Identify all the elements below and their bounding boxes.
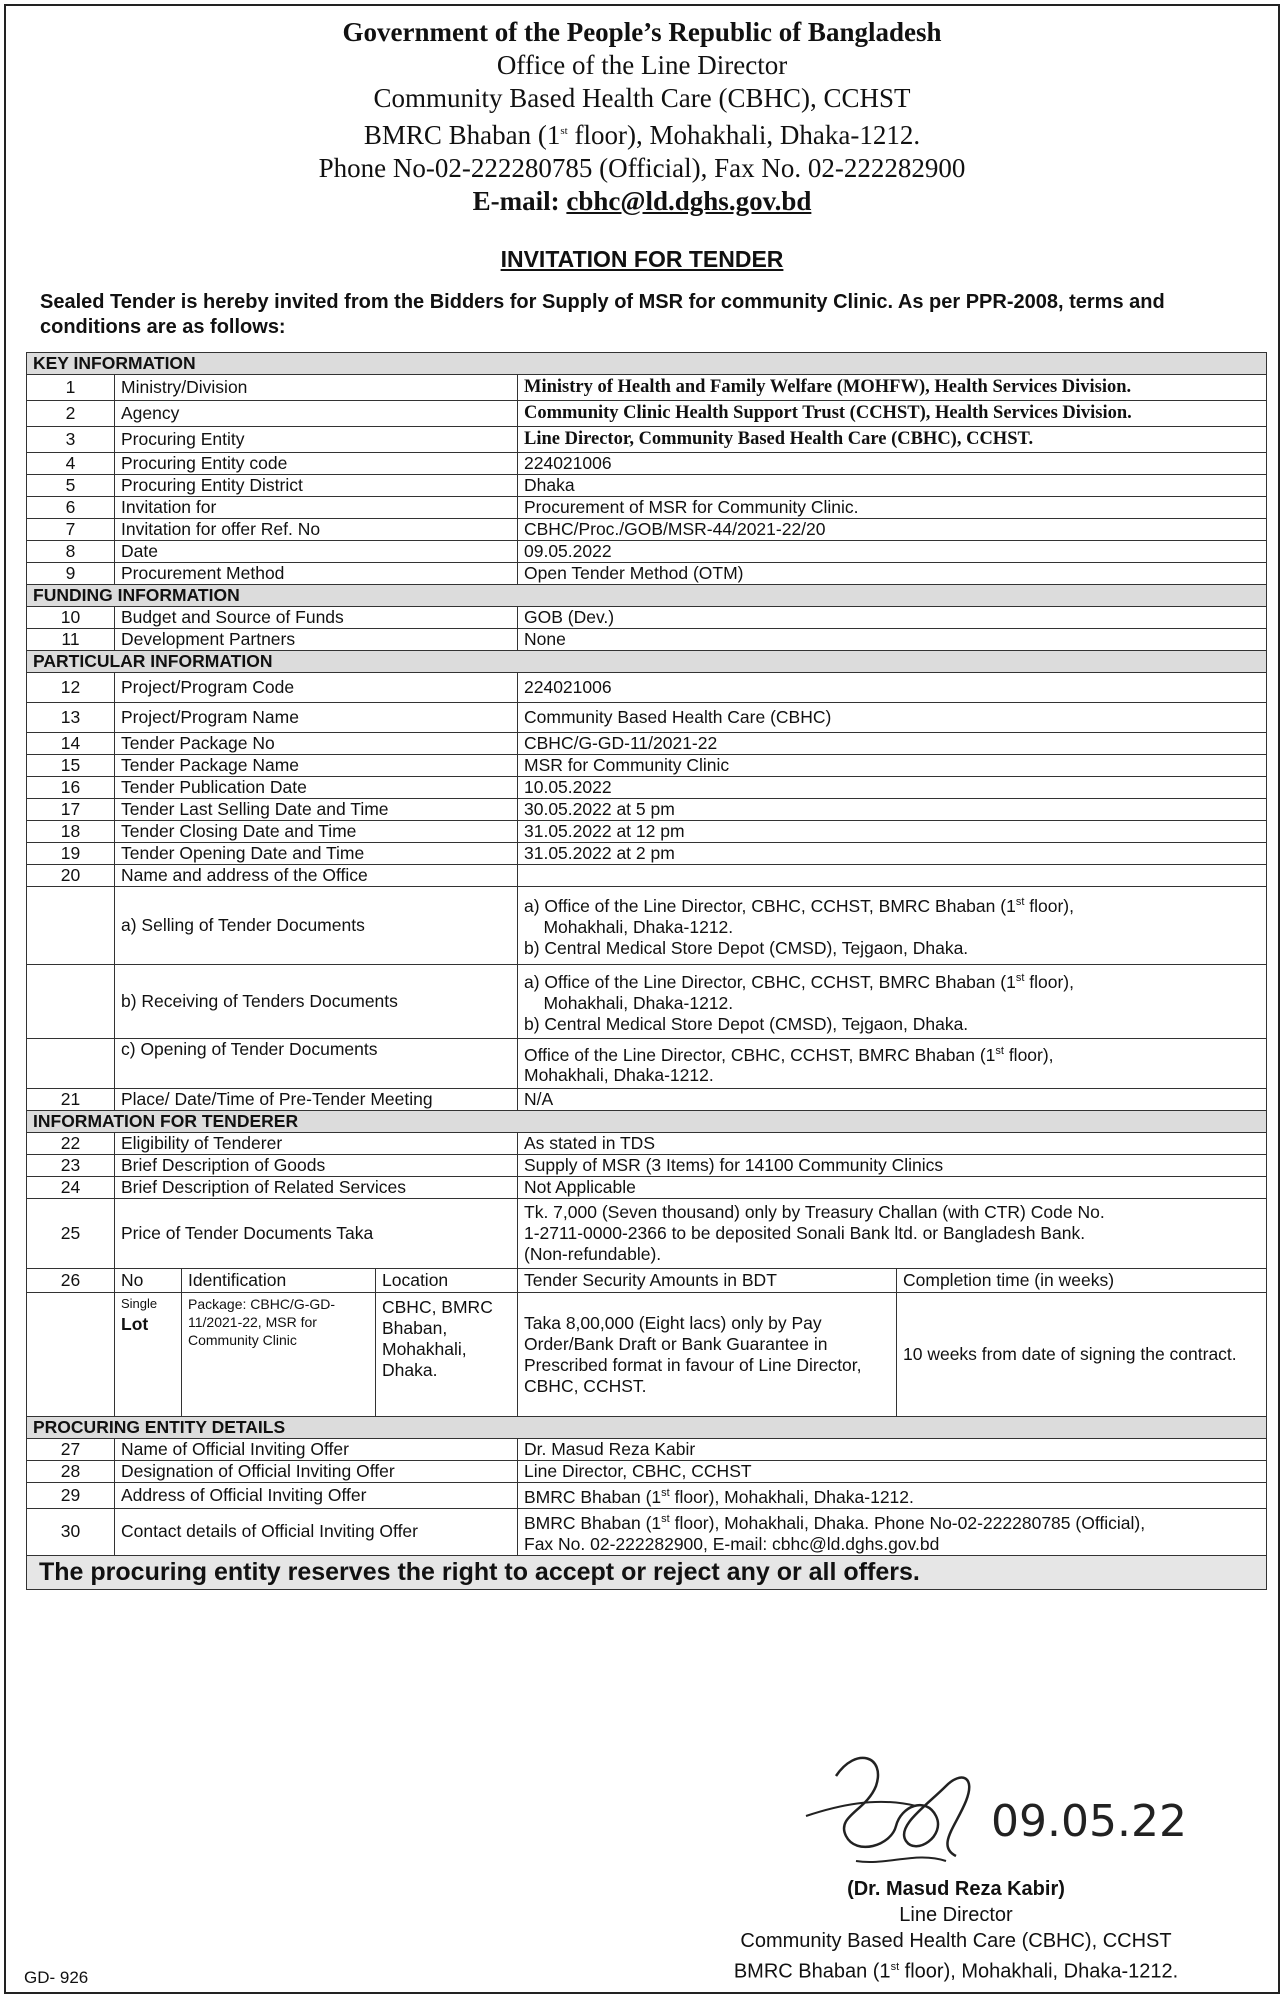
signature-date: 09.05.22 — [991, 1796, 1187, 1847]
row-label: Tender Opening Date and Time — [115, 843, 518, 865]
row-number: 24 — [27, 1177, 115, 1199]
row-number: 10 — [27, 607, 115, 629]
row-value: Ministry of Health and Family Welfare (MOHFW), Health Services Division. — [518, 375, 1267, 401]
row-number: 2 — [27, 401, 115, 427]
table-row — [27, 497, 1267, 519]
table-row — [27, 1133, 1267, 1155]
row-label: Price of Tender Documents Taka — [115, 1199, 518, 1269]
table-row: 29 Address of Official Inviting Offer BMRC Bhaban (1st floor), Mohakhali, Dhaka-1212. — [27, 1483, 1267, 1509]
reserve-note: The procuring entity reserves the right to accept or reject any or all offers. — [27, 1555, 1267, 1589]
document-code: GD- 926 — [24, 1968, 89, 1987]
row-number: 21 — [27, 1089, 115, 1111]
row-number: 11 — [27, 629, 115, 651]
page-title: INVITATION FOR TENDER — [500, 246, 784, 272]
table-row — [27, 843, 1267, 865]
row-number: 8 — [27, 541, 115, 563]
table-row: 25 Price of Tender Documents Taka Tk. 7,000 (Seven thousand) only by Treasury Challan (with CTR) Code No. 1-2711-0000-2366 to be deposited Sonali Bank ltd. or Bangladesh Bank. (Non-refundable). — [27, 1199, 1267, 1269]
table-row — [27, 607, 1267, 629]
row-value: Dr. Masud Reza Kabir — [518, 1439, 1267, 1461]
row-label: Tender Package No — [115, 733, 518, 755]
table-row — [27, 541, 1267, 563]
row-value: 224021006 — [518, 673, 1267, 703]
row-value: MSR for Community Clinic — [518, 755, 1267, 777]
tender-table — [26, 352, 1267, 1590]
row-number: 13 — [27, 703, 115, 733]
row-number: 23 — [27, 1155, 115, 1177]
row-label: Procurement Method — [115, 563, 518, 585]
row-number: 1 — [27, 375, 115, 401]
table-row — [27, 887, 1267, 965]
row-label: Designation of Official Inviting Offer — [115, 1461, 518, 1483]
row-label: Tender Last Selling Date and Time — [115, 799, 518, 821]
table-row — [27, 427, 1267, 453]
intro-text: Sealed Tender is hereby invited from the Bidders for Supply of MSR for community Clinic. As per PPR-2008, terms and conditions are as follows: — [40, 291, 1165, 338]
row-number: 27 — [27, 1439, 115, 1461]
section-tenderer: INFORMATION FOR TENDERER — [27, 1111, 1267, 1133]
row-label: Project/Program Name — [115, 703, 518, 733]
table-row — [27, 703, 1267, 733]
row-value: As stated in TDS — [518, 1133, 1267, 1155]
row-value: Line Director, Community Based Health Care (CBHC), CCHST. — [518, 427, 1267, 453]
row-number: 18 — [27, 821, 115, 843]
row-number: 3 — [27, 427, 115, 453]
opening-label: c) Opening of Tender Documents — [115, 1039, 518, 1089]
row-number: 15 — [27, 755, 115, 777]
signature-image — [796, 1716, 1256, 1876]
row-label: Procuring Entity code — [115, 453, 518, 475]
row-label: Date — [115, 541, 518, 563]
table-row — [27, 453, 1267, 475]
table-row — [27, 563, 1267, 585]
row-label: Agency — [115, 401, 518, 427]
row-label: Tender Publication Date — [115, 777, 518, 799]
row-label: Development Partners — [115, 629, 518, 651]
row-label: Brief Description of Goods — [115, 1155, 518, 1177]
section-funding: FUNDING INFORMATION — [27, 585, 1267, 607]
table-row — [27, 1155, 1267, 1177]
receiving-value: a) Office of the Line Director, CBHC, CCHST, BMRC Bhaban (1st floor), Mohakhali, Dhaka-1212. b) Central Medical Store Depot (CMSD), Tejgaon, Dhaka. — [518, 965, 1267, 1039]
row-number: 17 — [27, 799, 115, 821]
selling-label: a) Selling of Tender Documents — [115, 887, 518, 965]
table-row — [27, 629, 1267, 651]
table-row — [27, 755, 1267, 777]
row-value: GOB (Dev.) — [518, 607, 1267, 629]
letterhead — [6, 16, 1278, 218]
table-row — [27, 1177, 1267, 1199]
row-value: CBHC/Proc./GOB/MSR-44/2021-22/20 — [518, 519, 1267, 541]
row-value: 31.05.2022 at 2 pm — [518, 843, 1267, 865]
office-address: BMRC Bhaban (1st floor), Mohakhali, Dhaka-1212. — [363, 120, 921, 150]
row-value: Dhaka — [518, 475, 1267, 497]
row-number: 19 — [27, 843, 115, 865]
row-value: 30.05.2022 at 5 pm — [518, 799, 1267, 821]
row-value: Tk. 7,000 (Seven thousand) only by Treasury Challan (with CTR) Code No. 1-2711-0000-2366 to be deposited Sonali Bank ltd. or Bangladesh Bank. (Non-refundable). — [518, 1199, 1267, 1269]
row-number: 7 — [27, 519, 115, 541]
row-label: Invitation for offer Ref. No — [115, 519, 518, 541]
completion-time: 10 weeks from date of signing the contract. — [897, 1293, 1267, 1417]
row-value: Procurement of MSR for Community Clinic. — [518, 497, 1267, 519]
table-row — [27, 375, 1267, 401]
row-label: Name and address of the Office — [115, 865, 518, 887]
table-row: 30 Contact details of Official Inviting Offer BMRC Bhaban (1st floor), Mohakhali, Dhaka. Phone No-02-222280785 (Official), Fax No. 02-222282900, E-mail: cbhc@ld.dghs.gov.bd — [27, 1509, 1267, 1556]
signatory-name: (Dr. Masud Reza Kabir) — [847, 1878, 1065, 1900]
government-name: Government of the People’s Republic of Bangladesh — [342, 17, 942, 47]
table-row — [27, 1461, 1267, 1483]
row-value: Not Applicable — [518, 1177, 1267, 1199]
table-row — [27, 401, 1267, 427]
table-row — [27, 965, 1267, 1039]
table-row: Single Lot Package: CBHC/G-GD-11/2021-22, MSR for Community Clinic CBHC, BMRC Bhaban, Mohakhali, Dhaka. Taka 8,00,000 (Eight lacs) only by Pay Order/Bank Draft or Bank Guarantee in Prescribed format in favour of Line Director, CBHC, CCHST. 10 weeks from date of signing the contract. — [27, 1293, 1267, 1417]
package-identification: Package: CBHC/G-GD-11/2021-22, MSR for Community Clinic — [182, 1293, 376, 1417]
signatory-designation: Line Director — [899, 1904, 1013, 1926]
row-label: Eligibility of Tenderer — [115, 1133, 518, 1155]
row-value: CBHC/G-GD-11/2021-22 — [518, 733, 1267, 755]
table-row — [27, 519, 1267, 541]
document-page — [4, 4, 1280, 1994]
row-value — [518, 865, 1267, 887]
row-value: Line Director, CBHC, CCHST — [518, 1461, 1267, 1483]
row-number: 4 — [27, 453, 115, 475]
row-label: Tender Closing Date and Time — [115, 821, 518, 843]
signature-block — [646, 1876, 1266, 1985]
email-link[interactable]: cbhc@ld.dghs.gov.bd — [566, 186, 812, 216]
row-value: 31.05.2022 at 12 pm — [518, 821, 1267, 843]
table-row — [27, 475, 1267, 497]
row-number: 14 — [27, 733, 115, 755]
table-row: 26 No Identification Location Tender Security Amounts in BDT Completion time (in weeks) — [27, 1269, 1267, 1293]
row-number: 12 — [27, 673, 115, 703]
row-number: 6 — [27, 497, 115, 519]
tender-security: Taka 8,00,000 (Eight lacs) only by Pay Order/Bank Draft or Bank Guarantee in Prescribed format in favour of Line Director, CBHC, CCHST. — [518, 1293, 897, 1417]
row-label: Invitation for — [115, 497, 518, 519]
table-row — [27, 1439, 1267, 1461]
row-label: Project/Program Code — [115, 673, 518, 703]
row-number: 28 — [27, 1461, 115, 1483]
table-row — [27, 777, 1267, 799]
program-name: Community Based Health Care (CBHC), CCHST — [373, 83, 911, 113]
signatory-org: Community Based Health Care (CBHC), CCHST — [740, 1930, 1172, 1952]
office-name: Office of the Line Director — [496, 50, 788, 80]
section-procuring: PROCURING ENTITY DETAILS — [27, 1417, 1267, 1439]
row-number: 20 — [27, 865, 115, 887]
row-label: Procuring Entity — [115, 427, 518, 453]
row-number: 16 — [27, 777, 115, 799]
table-row — [27, 821, 1267, 843]
row-label: Brief Description of Related Services — [115, 1177, 518, 1199]
row-label: Budget and Source of Funds — [115, 607, 518, 629]
package-location: CBHC, BMRC Bhaban, Mohakhali, Dhaka. — [376, 1293, 518, 1417]
table-row — [27, 733, 1267, 755]
receiving-label: b) Receiving of Tenders Documents — [115, 965, 518, 1039]
row-value: Supply of MSR (3 Items) for 14100 Community Clinics — [518, 1155, 1267, 1177]
table-row — [27, 673, 1267, 703]
row-value: 10.05.2022 — [518, 777, 1267, 799]
row-value: BMRC Bhaban (1st floor), Mohakhali, Dhaka-1212. — [518, 1483, 1267, 1509]
row-value: BMRC Bhaban (1st floor), Mohakhali, Dhaka. Phone No-02-222280785 (Official), Fax No. 02-222282900, E-mail: cbhc@ld.dghs.gov.bd — [518, 1509, 1267, 1556]
row-value: 09.05.2022 — [518, 541, 1267, 563]
row-number: 22 — [27, 1133, 115, 1155]
row-value: Community Clinic Health Support Trust (CCHST), Health Services Division. — [518, 401, 1267, 427]
row-number: 5 — [27, 475, 115, 497]
row-label: Tender Package Name — [115, 755, 518, 777]
row-value: Open Tender Method (OTM) — [518, 563, 1267, 585]
row-label: Place/ Date/Time of Pre-Tender Meeting — [115, 1089, 518, 1111]
row-label: Name of Official Inviting Offer — [115, 1439, 518, 1461]
row-label: Ministry/Division — [115, 375, 518, 401]
row-value: 224021006 — [518, 453, 1267, 475]
section-key-information: KEY INFORMATION — [27, 353, 1267, 375]
row-value: N/A — [518, 1089, 1267, 1111]
row-value: None — [518, 629, 1267, 651]
selling-value: a) Office of the Line Director, CBHC, CCHST, BMRC Bhaban (1st floor), Mohakhali, Dhaka-1212. b) Central Medical Store Depot (CMSD), Tejgaon, Dhaka. — [518, 887, 1267, 965]
row-value: Community Based Health Care (CBHC) — [518, 703, 1267, 733]
opening-value: Office of the Line Director, CBHC, CCHST, BMRC Bhaban (1st floor), Mohakhali, Dhaka-1212. — [518, 1039, 1267, 1089]
table-row — [27, 799, 1267, 821]
email-line: E-mail: cbhc@ld.dghs.gov.bd — [472, 186, 812, 216]
table-row — [27, 865, 1267, 887]
table-row — [27, 1039, 1267, 1089]
reserve-note-row — [27, 1555, 1267, 1589]
table-row — [27, 1089, 1267, 1111]
row-label: Procuring Entity District — [115, 475, 518, 497]
row-number: 9 — [27, 563, 115, 585]
signatory-address: BMRC Bhaban (1st floor), Mohakhali, Dhaka-1212. — [733, 1960, 1179, 1983]
section-particular: PARTICULAR INFORMATION — [27, 651, 1267, 673]
phone-fax: Phone No-02-222280785 (Official), Fax No. 02-222282900 — [318, 153, 966, 183]
